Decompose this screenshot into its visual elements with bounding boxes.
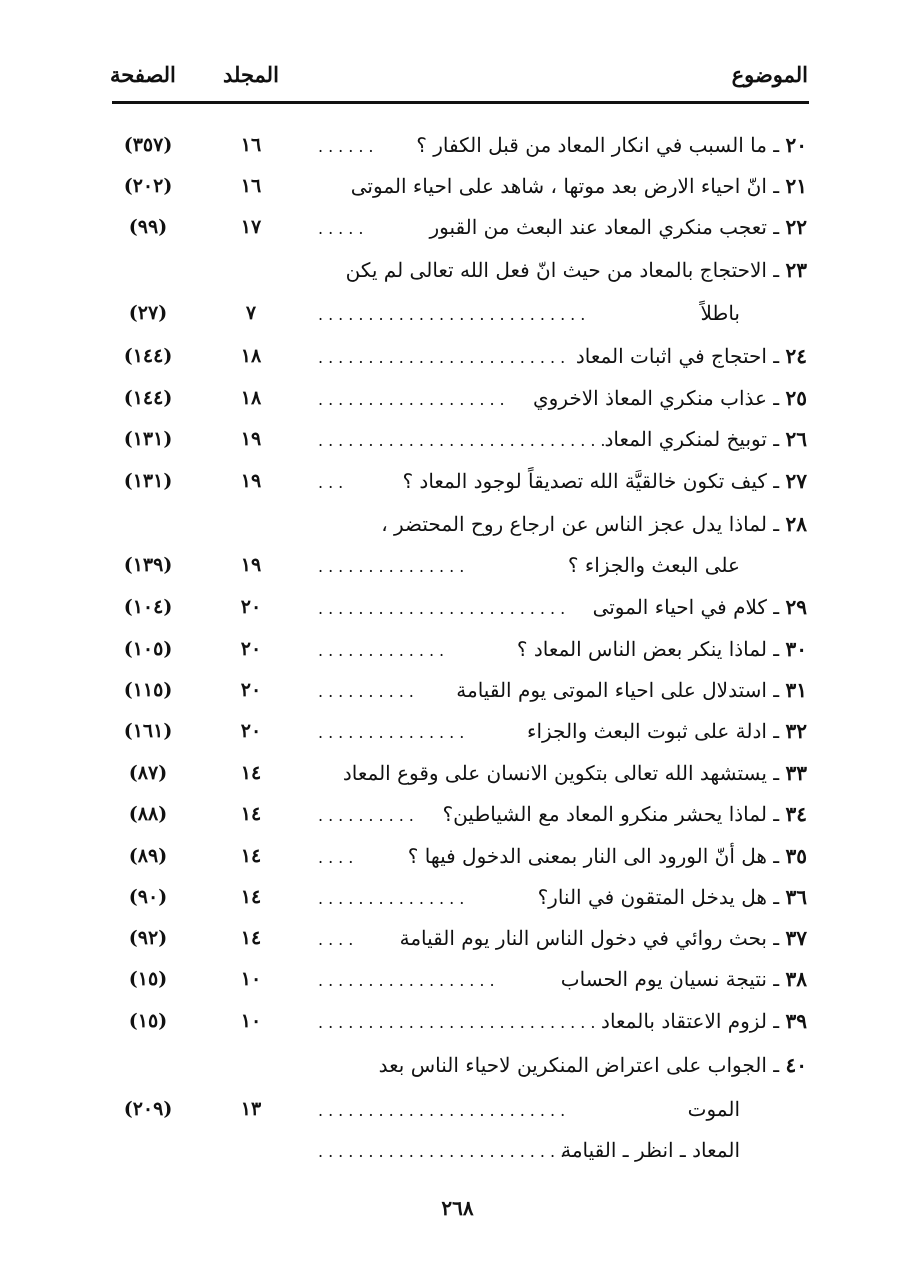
entry-volume: ٢٠ <box>240 679 262 701</box>
entry-title: ـ هل أنّ الورود الى النار بمعنى الدخول فيها ؟ <box>407 844 780 868</box>
list-item <box>0 253 915 289</box>
list-item <box>0 1004 915 1040</box>
leader-dots: .......................... <box>318 1142 581 1161</box>
leader-dots: .... <box>318 848 359 867</box>
entry-page: (١٣٩) <box>123 554 173 576</box>
entry-title: ـ لماذا ينكر بعض الناس المعاد ؟ <box>516 637 780 661</box>
entry-number: ٣٦ <box>785 885 807 909</box>
list-item <box>0 507 915 543</box>
entry-page: (١٥) <box>128 968 168 990</box>
entry-volume: ١٩ <box>240 470 262 492</box>
entry-number: ٢٧ <box>785 469 807 493</box>
list-item <box>0 128 915 164</box>
entry-volume: ١٤ <box>240 803 262 825</box>
leader-dots: ............. <box>318 641 450 660</box>
leader-dots: .... <box>318 930 359 949</box>
list-item <box>0 1133 915 1169</box>
entry-volume: ١٦ <box>240 134 262 156</box>
entry-page: (٢٠٢) <box>123 175 173 197</box>
entry-title: ـ الاحتجاج بالمعاد من حيث انّ فعل الله تعالى لم يكن <box>345 258 780 282</box>
entry-number: ٢٤ <box>785 344 807 368</box>
entry-page: (١٦١) <box>123 720 173 742</box>
entry-title: ـ بحث روائي في دخول الناس النار يوم القيامة <box>399 926 780 950</box>
entry-page: (١٠٤) <box>123 596 173 618</box>
list-item <box>0 1048 915 1084</box>
list-item <box>0 169 915 205</box>
entry-title: المعاد ـ انظر ـ القيامة <box>561 1138 740 1162</box>
entry-text <box>576 339 807 373</box>
entry-text <box>601 1004 807 1038</box>
list-item <box>0 548 915 584</box>
entry-title: ـ كيف تكون خالقيَّة الله تصديقاً لوجود المعاد ؟ <box>402 469 780 493</box>
entry-title: ـ ما السبب في انكار المعاد من قبل الكفار ؟ <box>416 133 780 157</box>
entry-title: ـ تعجب منكري المعاد عند البعث من القبور <box>429 215 780 239</box>
entry-number: ٢٥ <box>785 386 807 410</box>
entry-page: (١٣١) <box>123 470 173 492</box>
entry-page: (٩٠) <box>128 886 168 908</box>
entry-page: (٣٥٧) <box>123 134 173 156</box>
leader-dots: ........................... <box>318 305 591 324</box>
entry-text <box>568 548 740 582</box>
entry-text <box>538 880 807 914</box>
entry-number: ٢١ <box>785 174 807 198</box>
entry-number: ٢٨ <box>785 512 807 536</box>
entry-text <box>346 253 807 287</box>
entry-title: باطلاً <box>700 301 740 325</box>
entry-number: ٢٢ <box>785 215 807 239</box>
entry-title: الموت <box>687 1097 740 1121</box>
list-item <box>0 714 915 750</box>
entry-page: (٨٩) <box>128 845 168 867</box>
leader-dots: ...... <box>318 137 379 156</box>
leader-dots: ... <box>318 473 349 492</box>
entry-text <box>416 128 807 162</box>
entry-text <box>593 590 807 624</box>
entry-text <box>561 1133 740 1167</box>
entry-text <box>456 673 807 707</box>
list-item <box>0 381 915 417</box>
entry-title: ـ ادلة على ثبوت البعث والجزاء <box>527 719 780 743</box>
entry-text <box>351 169 807 203</box>
column-header-topic: الموضوع <box>731 62 808 87</box>
entry-volume: ١٣ <box>240 1098 262 1120</box>
entry-text <box>688 1092 740 1126</box>
entry-title: ـ هل يدخل المتقون في النار؟ <box>537 885 780 909</box>
entry-volume: ١٠ <box>240 1010 262 1032</box>
entry-page: (١٥) <box>128 1010 168 1032</box>
entry-number: ٣٧ <box>785 926 807 950</box>
entry-title: ـ الجواب على اعتراض المنكرين لاحياء الناس بعد <box>378 1053 780 1077</box>
entry-text <box>442 797 807 831</box>
leader-dots: ............... <box>318 723 470 742</box>
entry-text <box>527 714 807 748</box>
list-item <box>0 210 915 246</box>
list-item <box>0 921 915 957</box>
list-item <box>0 296 915 332</box>
entry-volume: ٧ <box>245 302 257 324</box>
entry-volume: ١٤ <box>240 886 262 908</box>
entry-volume: ٢٠ <box>240 720 262 742</box>
entry-page: (٩٢) <box>128 927 168 949</box>
entry-number: ٢٦ <box>785 427 807 451</box>
entry-title: ـ كلام في احياء الموتى <box>592 595 780 619</box>
entry-volume: ١٤ <box>240 845 262 867</box>
leader-dots: ......................... <box>318 348 571 367</box>
leader-dots: ..... <box>318 219 369 238</box>
leader-dots: ............... <box>318 557 470 576</box>
leader-dots: ......................... <box>318 599 571 618</box>
list-item <box>0 756 915 792</box>
page-number: ٢٦٨ <box>441 1196 474 1220</box>
entry-title: ـ انّ احياء الارض بعد موتها ، شاهد على احياء الموتى <box>350 174 780 198</box>
entry-text <box>379 1048 807 1082</box>
entry-number: ٣٢ <box>785 719 807 743</box>
column-header-volume: المجلد <box>223 62 279 87</box>
leader-dots: ................... <box>318 390 510 409</box>
entry-title: على البعث والجزاء ؟ <box>567 553 740 577</box>
entry-volume: ١٤ <box>240 927 262 949</box>
entry-page: (٩٩) <box>128 216 168 238</box>
entry-title: ـ عذاب منكري المعاذ الاخروي <box>533 386 780 410</box>
entry-page: (٢٠٩) <box>123 1098 173 1120</box>
list-item <box>0 590 915 626</box>
list-item <box>0 422 915 458</box>
entry-page: (٢٧) <box>128 302 168 324</box>
entry-page: (١٠٥) <box>123 638 173 660</box>
entry-volume: ١٨ <box>240 345 262 367</box>
entry-text <box>700 296 740 330</box>
entry-text <box>408 839 807 873</box>
list-item <box>0 339 915 375</box>
entry-page: (١٣١) <box>123 428 173 450</box>
entry-page: (٨٨) <box>128 803 168 825</box>
entry-text <box>561 962 807 996</box>
entry-number: ٣٣ <box>785 761 807 785</box>
entry-title: ـ احتجاج في اثبات المعاد <box>575 344 780 368</box>
list-item <box>0 464 915 500</box>
entry-volume: ١٠ <box>240 968 262 990</box>
entry-title: ـ لماذا يحشر منكرو المعاد مع الشياطين؟ <box>442 802 780 826</box>
entry-title: ـ يستشهد الله تعالى بتكوين الانسان على وقوع المعاد <box>342 761 780 785</box>
entry-text <box>533 381 807 415</box>
list-item <box>0 632 915 668</box>
entry-number: ٣٩ <box>785 1009 807 1033</box>
entry-number: ٢٠ <box>785 133 807 157</box>
header-divider <box>112 101 809 104</box>
entry-title: ـ توبيخ لمنكري المعاد <box>604 427 780 451</box>
leader-dots: ............... <box>318 889 470 908</box>
list-item <box>0 880 915 916</box>
entry-number: ٣٨ <box>785 967 807 991</box>
entry-text <box>402 464 807 498</box>
entry-text <box>381 507 807 541</box>
leader-dots: .......... <box>318 682 419 701</box>
entry-volume: ٢٠ <box>240 596 262 618</box>
entry-title: ـ استدلال على احياء الموتى يوم القيامة <box>456 678 780 702</box>
list-item <box>0 839 915 875</box>
entry-volume: ١٨ <box>240 387 262 409</box>
column-header-page: الصفحة <box>110 62 176 87</box>
leader-dots: ......................... <box>318 1101 571 1120</box>
entry-volume: ١٩ <box>240 428 262 450</box>
entry-volume: ١٩ <box>240 554 262 576</box>
entry-number: ٣٠ <box>785 637 807 661</box>
entry-volume: ١٧ <box>240 216 262 238</box>
leader-dots: ............................. <box>318 431 611 450</box>
entry-text <box>517 632 807 666</box>
entry-title: ـ لماذا يدل عجز الناس عن ارجاع روح المحتضر ، <box>381 512 780 536</box>
list-item <box>0 1092 915 1128</box>
entry-text <box>400 921 807 955</box>
entry-volume: ٢٠ <box>240 638 262 660</box>
entry-page: (١١٥) <box>123 679 173 701</box>
list-item <box>0 797 915 833</box>
entry-text <box>605 422 807 456</box>
entry-page: (١٤٤) <box>123 387 173 409</box>
leader-dots: .................. <box>318 971 500 990</box>
list-item <box>0 673 915 709</box>
leader-dots: ............................ <box>318 1013 601 1032</box>
list-item <box>0 962 915 998</box>
entry-number: ٣١ <box>785 678 807 702</box>
entry-title: ـ نتيجة نسيان يوم الحساب <box>560 967 780 991</box>
entry-number: ٣٤ <box>785 802 807 826</box>
entry-page: (١٤٤) <box>123 345 173 367</box>
entry-text <box>343 756 807 790</box>
entry-number: ٢٩ <box>785 595 807 619</box>
entry-volume: ١٤ <box>240 762 262 784</box>
entry-number: ٢٣ <box>785 258 807 282</box>
entry-number: ٤٠ <box>785 1053 807 1077</box>
table-header <box>110 62 808 102</box>
entry-volume: ١٦ <box>240 175 262 197</box>
leader-dots: .......... <box>318 806 419 825</box>
entry-number: ٣٥ <box>785 844 807 868</box>
entry-page: (٨٧) <box>128 762 168 784</box>
entry-text <box>430 210 807 244</box>
entry-title: ـ لزوم الاعتقاد بالمعاد <box>601 1009 780 1033</box>
